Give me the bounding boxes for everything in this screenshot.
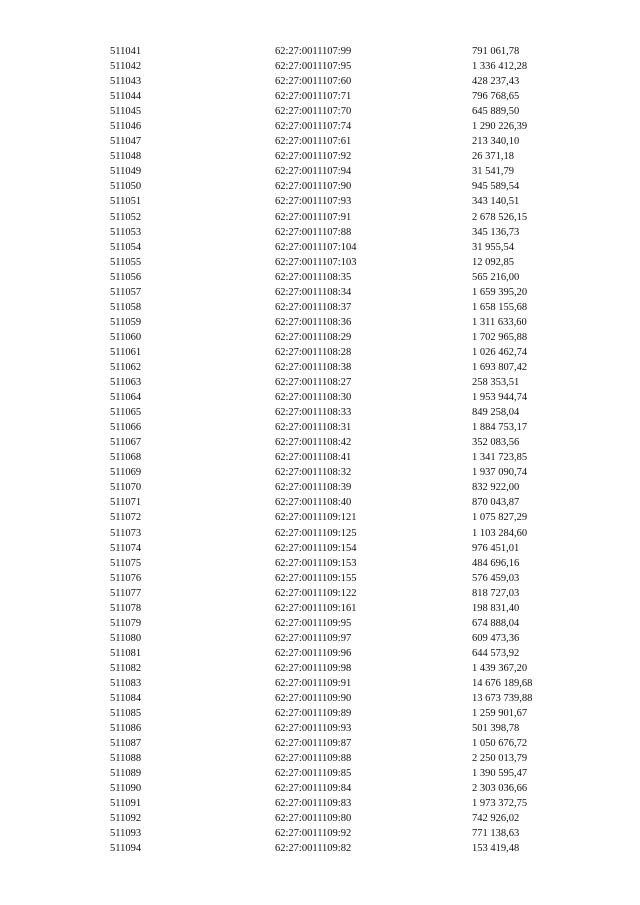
cadastral-value: 1 884 753,17 <box>472 422 528 434</box>
cadastral-value: 674 888,04 <box>472 617 520 629</box>
table-row <box>0 285 640 300</box>
table-row <box>0 210 640 225</box>
cadastral-value: 609 473,36 <box>472 632 520 644</box>
table-row <box>0 194 640 209</box>
cadastral-value: 818 727,03 <box>472 587 520 599</box>
cadastral-number: 62:27:0011108:32 <box>275 467 352 479</box>
row-number: 511051 <box>110 196 142 208</box>
cadastral-value: 484 696,16 <box>472 557 520 569</box>
table-row <box>0 691 640 706</box>
row-number: 511062 <box>110 361 142 373</box>
table-row <box>0 601 640 616</box>
cadastral-number: 62:27:0011109:155 <box>275 572 357 584</box>
cadastral-number: 62:27:0011109:95 <box>275 617 352 629</box>
cadastral-number: 62:27:0011109:85 <box>275 768 352 780</box>
cadastral-value: 26 371,18 <box>472 151 514 163</box>
cadastral-number: 62:27:0011107:91 <box>275 211 352 223</box>
table-row <box>0 465 640 480</box>
cadastral-number: 62:27:0011109:87 <box>275 738 352 750</box>
cadastral-number: 62:27:0011107:93 <box>275 196 352 208</box>
table-row <box>0 300 640 315</box>
table-row <box>0 330 640 345</box>
cadastral-value: 1 075 827,29 <box>472 512 528 524</box>
cadastral-value: 976 451,01 <box>472 542 520 554</box>
row-number: 511081 <box>110 647 142 659</box>
table-row <box>0 676 640 691</box>
table-row <box>0 541 640 556</box>
cadastral-number: 62:27:0011107:92 <box>275 151 352 163</box>
cadastral-number: 62:27:0011109:97 <box>275 632 352 644</box>
row-number: 511044 <box>110 91 142 103</box>
row-number: 511054 <box>110 241 142 253</box>
table-row <box>0 556 640 571</box>
row-number: 511084 <box>110 693 142 705</box>
cadastral-value: 1 050 676,72 <box>472 738 528 750</box>
row-number: 511065 <box>110 407 142 419</box>
cadastral-number: 62:27:0011108:37 <box>275 301 352 313</box>
table-row <box>0 225 640 240</box>
row-number: 511074 <box>110 542 142 554</box>
cadastral-value: 428 237,43 <box>472 76 520 88</box>
row-number: 511082 <box>110 662 142 674</box>
table-row <box>0 240 640 255</box>
cadastral-number: 62:27:0011108:30 <box>275 392 352 404</box>
row-number: 511045 <box>110 106 142 118</box>
row-number: 511078 <box>110 602 142 614</box>
row-number: 511052 <box>110 211 142 223</box>
cadastral-value: 1 693 807,42 <box>472 361 528 373</box>
cadastral-value: 258 353,51 <box>472 377 520 389</box>
cadastral-value: 565 216,00 <box>472 271 520 283</box>
cadastral-value: 1 390 595,47 <box>472 768 528 780</box>
cadastral-number: 62:27:0011109:82 <box>275 843 352 855</box>
row-number: 511041 <box>110 46 142 57</box>
cadastral-value: 1 026 462,74 <box>472 346 528 358</box>
row-number: 511064 <box>110 392 142 404</box>
row-number: 511076 <box>110 572 142 584</box>
row-number: 511056 <box>110 271 142 283</box>
cadastral-number: 62:27:0011109:83 <box>275 798 352 810</box>
table-row <box>0 480 640 495</box>
cadastral-value: 1 311 633,60 <box>472 316 527 328</box>
cadastral-number: 62:27:0011109:153 <box>275 557 357 569</box>
table-row <box>0 270 640 285</box>
row-number: 511092 <box>110 813 142 825</box>
cadastral-number: 62:27:0011108:39 <box>275 482 352 494</box>
cadastral-value: 1 103 284,60 <box>472 527 528 539</box>
table-row <box>0 345 640 360</box>
table-row <box>0 586 640 601</box>
cadastral-value: 791 061,78 <box>472 46 520 57</box>
cadastral-value: 31 541,79 <box>472 166 514 178</box>
row-number: 511091 <box>110 798 142 810</box>
cadastral-number: 62:27:0011107:71 <box>275 91 352 103</box>
row-number: 511071 <box>110 497 142 509</box>
table-row <box>0 104 640 119</box>
cadastral-number: 62:27:0011109:121 <box>275 512 357 524</box>
cadastral-number: 62:27:0011108:31 <box>275 422 352 434</box>
row-number: 511058 <box>110 301 142 313</box>
cadastral-value: 832 922,00 <box>472 482 520 494</box>
table-row <box>0 736 640 751</box>
row-number: 511069 <box>110 467 142 479</box>
cadastral-number: 62:27:0011107:70 <box>275 106 352 118</box>
cadastral-value: 1 259 901,67 <box>472 708 528 720</box>
table-row <box>0 255 640 270</box>
row-number: 511079 <box>110 617 142 629</box>
cadastral-value: 13 673 739,88 <box>472 693 533 705</box>
table-row <box>0 766 640 781</box>
table-row <box>0 390 640 405</box>
cadastral-number: 62:27:0011109:90 <box>275 693 352 705</box>
row-number: 511083 <box>110 677 142 689</box>
cadastral-number: 62:27:0011109:89 <box>275 708 352 720</box>
cadastral-value: 771 138,63 <box>472 828 520 840</box>
table-row <box>0 616 640 631</box>
row-number: 511085 <box>110 708 142 720</box>
cadastral-value: 1 937 090,74 <box>472 467 528 479</box>
cadastral-number: 62:27:0011109:154 <box>275 542 357 554</box>
cadastral-number: 62:27:0011107:104 <box>275 241 357 253</box>
cadastral-value: 2 678 526,15 <box>472 211 528 223</box>
table-row <box>0 134 640 149</box>
table-row <box>0 405 640 420</box>
row-number: 511075 <box>110 557 142 569</box>
table-row <box>0 781 640 796</box>
cadastral-value: 501 398,78 <box>472 723 520 735</box>
cadastral-number: 62:27:0011108:27 <box>275 377 352 389</box>
cadastral-value: 1 659 395,20 <box>472 286 528 298</box>
table-row <box>0 811 640 826</box>
row-number: 511043 <box>110 76 142 88</box>
row-number: 511094 <box>110 843 142 855</box>
cadastral-value: 1 702 965,88 <box>472 331 528 343</box>
row-number: 511055 <box>110 256 142 268</box>
cadastral-value: 1 336 412,28 <box>472 61 528 73</box>
table-row <box>0 571 640 586</box>
cadastral-number: 62:27:0011108:35 <box>275 271 352 283</box>
table-row <box>0 826 640 841</box>
table-row <box>0 721 640 736</box>
cadastral-value: 645 889,50 <box>472 106 520 118</box>
cadastral-value: 352 083,56 <box>472 437 520 449</box>
row-number: 511047 <box>110 136 142 148</box>
table-row <box>0 526 640 541</box>
table-row <box>0 44 640 59</box>
row-number: 511060 <box>110 331 142 343</box>
cadastral-value-table <box>0 44 640 857</box>
table-row <box>0 164 640 179</box>
cadastral-number: 62:27:0011109:125 <box>275 527 357 539</box>
row-number: 511046 <box>110 121 142 133</box>
cadastral-value: 14 676 189,68 <box>472 677 533 689</box>
cadastral-value: 796 768,65 <box>472 91 520 103</box>
cadastral-value: 870 043,87 <box>472 497 520 509</box>
table-row <box>0 119 640 134</box>
cadastral-value: 742 926,02 <box>472 813 520 825</box>
cadastral-number: 62:27:0011109:122 <box>275 587 357 599</box>
cadastral-number: 62:27:0011109:161 <box>275 602 357 614</box>
table-row <box>0 646 640 661</box>
cadastral-number: 62:27:0011109:98 <box>275 662 352 674</box>
row-number: 511049 <box>110 166 142 178</box>
cadastral-value: 1 341 723,85 <box>472 452 528 464</box>
row-number: 511050 <box>110 181 142 193</box>
cadastral-number: 62:27:0011108:42 <box>275 437 352 449</box>
table-row <box>0 495 640 510</box>
row-number: 511087 <box>110 738 142 750</box>
table-row <box>0 420 640 435</box>
cadastral-number: 62:27:0011109:92 <box>275 828 352 840</box>
cadastral-number: 62:27:0011108:29 <box>275 331 352 343</box>
cadastral-number: 62:27:0011107:99 <box>275 46 352 57</box>
row-number: 511086 <box>110 723 142 735</box>
row-number: 511063 <box>110 377 142 389</box>
table-row <box>0 179 640 194</box>
cadastral-value: 1 439 367,20 <box>472 662 528 674</box>
cadastral-number: 62:27:0011107:74 <box>275 121 352 133</box>
table-row <box>0 149 640 164</box>
table-row <box>0 751 640 766</box>
cadastral-number: 62:27:0011108:33 <box>275 407 352 419</box>
cadastral-number: 62:27:0011109:80 <box>275 813 352 825</box>
table-row <box>0 706 640 721</box>
cadastral-value: 1 973 372,75 <box>472 798 528 810</box>
table-row <box>0 315 640 330</box>
table-row <box>0 59 640 74</box>
cadastral-value: 213 340,10 <box>472 136 520 148</box>
row-number: 511048 <box>110 151 142 163</box>
cadastral-number: 62:27:0011109:88 <box>275 753 352 765</box>
row-number: 511068 <box>110 452 142 464</box>
row-number: 511057 <box>110 286 142 298</box>
cadastral-value: 1 953 944,74 <box>472 392 528 404</box>
cadastral-value: 1 658 155,68 <box>472 301 528 313</box>
cadastral-number: 62:27:0011107:103 <box>275 256 357 268</box>
cadastral-number: 62:27:0011107:60 <box>275 76 352 88</box>
row-number: 511042 <box>110 61 142 73</box>
cadastral-number: 62:27:0011108:41 <box>275 452 352 464</box>
table-row <box>0 631 640 646</box>
row-number: 511089 <box>110 768 142 780</box>
table-row <box>0 360 640 375</box>
row-number: 511093 <box>110 828 142 840</box>
row-number: 511088 <box>110 753 142 765</box>
table-row <box>0 661 640 676</box>
cadastral-number: 62:27:0011107:61 <box>275 136 352 148</box>
cadastral-number: 62:27:0011107:95 <box>275 61 352 73</box>
table-row <box>0 510 640 525</box>
cadastral-value: 345 136,73 <box>472 226 520 238</box>
cadastral-number: 62:27:0011108:34 <box>275 286 352 298</box>
table-row <box>0 375 640 390</box>
cadastral-value: 849 258,04 <box>472 407 520 419</box>
cadastral-number: 62:27:0011108:36 <box>275 316 352 328</box>
table-row <box>0 435 640 450</box>
row-number: 511059 <box>110 316 142 328</box>
cadastral-value: 2 250 013,79 <box>472 753 528 765</box>
table-row <box>0 89 640 104</box>
table-row <box>0 450 640 465</box>
cadastral-number: 62:27:0011107:90 <box>275 181 352 193</box>
cadastral-number: 62:27:0011107:94 <box>275 166 352 178</box>
row-number: 511053 <box>110 226 142 238</box>
row-number: 511073 <box>110 527 142 539</box>
cadastral-value: 31 955,54 <box>472 241 514 253</box>
row-number: 511061 <box>110 346 142 358</box>
row-number: 511067 <box>110 437 142 449</box>
cadastral-number: 62:27:0011108:28 <box>275 346 352 358</box>
cadastral-value: 644 573,92 <box>472 647 520 659</box>
cadastral-number: 62:27:0011107:88 <box>275 226 352 238</box>
row-number: 511090 <box>110 783 142 795</box>
row-number: 511080 <box>110 632 142 644</box>
row-number: 511077 <box>110 587 142 599</box>
cadastral-value: 945 589,54 <box>472 181 520 193</box>
cadastral-number: 62:27:0011108:38 <box>275 361 352 373</box>
row-number: 511070 <box>110 482 142 494</box>
cadastral-number: 62:27:0011109:84 <box>275 783 352 795</box>
cadastral-value: 12 092,85 <box>472 256 514 268</box>
cadastral-number: 62:27:0011109:91 <box>275 677 352 689</box>
cadastral-value: 198 831,40 <box>472 602 520 614</box>
cadastral-value: 2 303 036,66 <box>472 783 528 795</box>
cadastral-number: 62:27:0011109:96 <box>275 647 352 659</box>
cadastral-value: 1 290 226,39 <box>472 121 528 133</box>
cadastral-number: 62:27:0011109:93 <box>275 723 352 735</box>
cadastral-value: 576 459,03 <box>472 572 520 584</box>
row-number: 511072 <box>110 512 142 524</box>
cadastral-value: 153 419,48 <box>472 843 520 855</box>
table-row <box>0 796 640 811</box>
cadastral-number: 62:27:0011108:40 <box>275 497 352 509</box>
cadastral-value: 343 140,51 <box>472 196 520 208</box>
row-number: 511066 <box>110 422 142 434</box>
table-row <box>0 74 640 89</box>
table-row <box>0 841 640 856</box>
